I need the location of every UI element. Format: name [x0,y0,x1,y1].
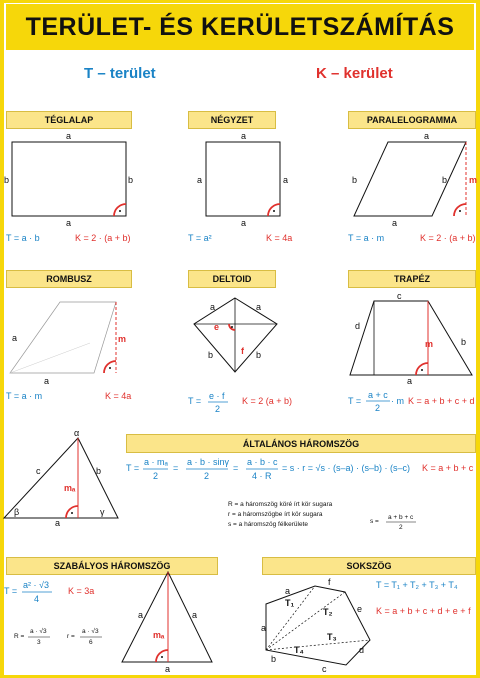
square-shape [206,142,280,216]
trapez-area-prefix: T = [348,396,362,406]
label-d: d [359,645,365,655]
dot-icon [109,367,111,369]
dot-icon [231,326,233,328]
szabalyos-rr-numerator: a · √3 [82,628,99,635]
teglalap-perimeter-formula: K = 2 · (a + b) [75,233,131,243]
szabalyos-perimeter-formula: K = 3a [68,586,95,596]
szabalyos-area-denominator: 4 [34,594,40,604]
label-b: b [352,175,358,185]
label-c: c [36,466,41,476]
paralelogramma-perimeter-formula: K = 2 · (a + b) [420,233,476,243]
triangle-f1-denominator: 2 [153,471,159,481]
rombusz-perimeter-formula: K = 4a [105,391,132,401]
triangle-f2-numerator: a · b · sinγ [187,457,230,467]
label-t1: T₁ [285,598,295,608]
rectangle-shape [12,142,126,216]
trapez-area-numerator: a + c [368,390,388,400]
deltoid-area-numerator: e · f [209,391,225,401]
deltoid-perimeter-formula: K = 2 (a + b) [242,396,293,406]
heading-sokszog: SOKSZÖG [262,557,476,575]
dot-icon [119,210,121,212]
triangle-f3-denominator: 4 · R [252,471,272,481]
dot-icon [273,210,275,212]
szabalyos-r-denominator: 3 [37,639,41,646]
szabalyos-r-numerator: a · √3 [30,628,47,635]
label-f: f [241,346,244,356]
label-t3: T₃ [327,632,337,642]
label-a: a [283,175,289,185]
label-m: m [118,334,127,344]
heading-negyzet: NÉGYZET [188,111,276,129]
label-b: b [461,337,467,347]
label-a: a [197,175,203,185]
sokszog-perimeter-formula: K = a + b + c + d + e + f [376,606,471,616]
legend-perimeter: K – kerület [316,65,393,82]
trapezoid-shape [350,301,472,375]
label-a: a [256,302,262,312]
label-b: b [442,175,448,185]
label-t4: T₄ [294,645,304,655]
szabalyos-area-numerator: a² · √3 [23,580,49,590]
label-m: m [469,175,478,185]
label-a: a [241,218,247,228]
label-a: a [192,610,198,620]
label-a: a [285,586,291,596]
heading-teglalap: TÉGLALAP [6,111,132,129]
triangle-f3-numerator: a · b · c [247,457,278,467]
label-c: c [397,291,402,301]
paralelogramma-area-formula: T = a · m [348,233,385,243]
label-a: a [138,610,144,620]
heading-paralelogramma: PARALELOGRAMMA [348,111,476,129]
triangle-eq-1: = [173,463,179,473]
label-a: a [407,376,413,386]
label-beta: β [14,507,20,517]
label-gamma: γ [100,507,105,517]
label-b: b [271,654,277,664]
label-f: f [328,577,331,587]
label-b: b [128,175,134,185]
trapez-area-denominator: 2 [375,403,381,413]
negyzet-area-formula: T = a² [188,233,212,243]
rhombus-guide [10,343,90,373]
rombusz-area-formula: T = a · m [6,391,43,401]
page-title: TERÜLET- ÉS KERÜLETSZÁMÍTÁS [25,12,455,41]
heading-szabalyos-haromszog: SZABÁLYOS HÁROMSZÖG [6,557,218,575]
label-a: a [44,376,50,386]
label-a: a [66,218,72,228]
szabalyos-rr-denominator: 6 [89,639,93,646]
equilateral-triangle-shape [122,572,212,662]
triangle-perimeter-formula: K = a + b + c [422,463,474,473]
polygon-diagonal-1 [266,586,315,650]
dot-icon [71,512,73,514]
legend-area: T – terület [84,65,156,82]
label-alpha: α [74,428,80,438]
dot-icon [459,210,461,212]
label-c: c [322,664,327,674]
heading-altalanos-haromszog: ÁLTALÁNOS HÁROMSZÖG [126,434,476,453]
triangle-f1-numerator: a · mₐ [144,457,168,467]
general-triangle-shape [4,438,118,518]
label-ma: mₐ [153,630,165,640]
trapez-perimeter-formula: K = a + b + c + d [408,396,475,406]
triangle-eq-2: = [233,463,239,473]
label-a: a [424,131,430,141]
triangle-area-rest: = s · r = √s · (s–a) · (s–b) · (s–c) [282,463,410,473]
sokszog-area-formula: T = T₁ + T₂ + T₃ + T₄ [376,580,458,590]
s-formula-denominator: 2 [399,524,403,531]
szabalyos-rr-prefix: r = [67,633,75,640]
parallelogram-shape [354,142,466,216]
s-formula-numerator: a + b + c [388,514,414,521]
label-a: a [165,664,171,674]
dot-icon [421,369,423,371]
deltoid-area-prefix: T = [188,396,202,406]
teglalap-area-formula: T = a · b [6,233,40,243]
label-t2: T₂ [323,607,333,617]
trapez-area-suffix: · m [391,396,404,406]
label-a: a [241,131,247,141]
note-semiperimeter: s = a háromszög félkerülete [228,521,309,528]
s-formula-prefix: s = [370,518,379,525]
label-m: m [425,339,434,349]
label-a: a [210,302,216,312]
label-b: b [208,350,214,360]
label-b: b [256,350,262,360]
heading-trapez: TRAPÉZ [348,270,476,288]
heading-rombusz: ROMBUSZ [6,270,132,288]
label-b: b [96,466,102,476]
triangle-f2-denominator: 2 [204,471,210,481]
label-e: e [357,604,363,614]
szabalyos-area-prefix: T = [4,586,18,596]
label-a: a [261,623,267,633]
polygon-shape [266,586,370,665]
label-e: e [214,322,220,332]
note-circumradius: R = a háromszög köré írt kör sugara [228,501,333,508]
negyzet-perimeter-formula: K = 4a [266,233,293,243]
label-ma: mₐ [64,483,76,493]
label-a: a [66,131,72,141]
label-b: b [4,175,10,185]
szabalyos-r-prefix: R = [14,633,25,640]
rhombus-shape [10,302,116,373]
label-d: d [355,321,361,331]
deltoid-area-denominator: 2 [215,404,221,414]
dot-icon [161,656,163,658]
label-a: a [392,218,398,228]
label-a: a [12,333,18,343]
polygon-diagonal-3 [266,640,370,650]
kite-shape [194,298,277,372]
note-inradius: r = a háromszögbe írt kör sugara [228,511,323,518]
heading-deltoid: DELTOID [188,270,276,288]
triangle-area-prefix: T = [126,463,140,473]
label-a: a [55,518,61,528]
